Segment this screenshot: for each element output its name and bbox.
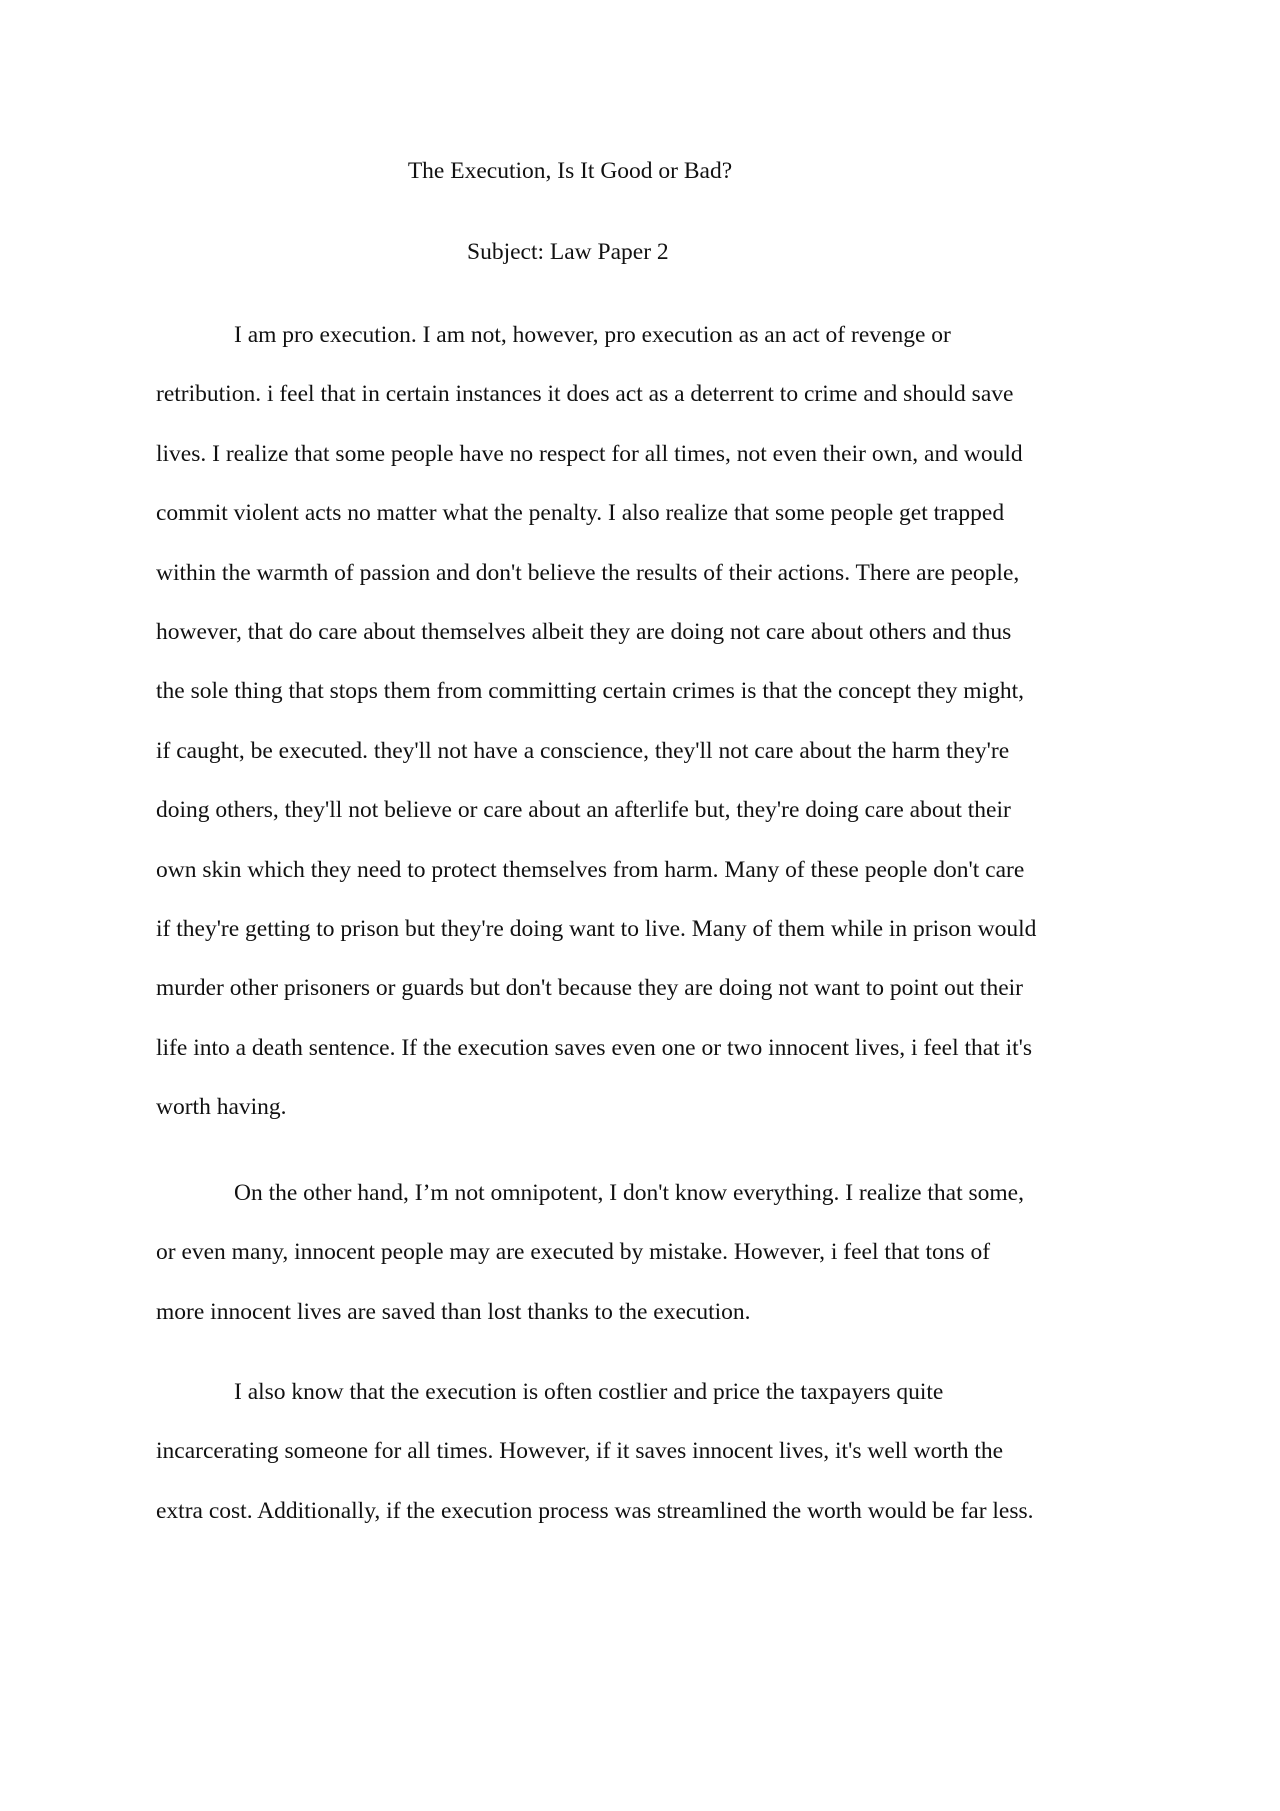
paragraph-2 (156, 1178, 1140, 1356)
document-subject: Subject: Law Paper 2 (467, 239, 669, 265)
paragraph-line: within the warmth of passion and don't believe the results of their actions. There are people, (156, 559, 1020, 586)
paragraph-line: commit violent acts no matter what the penalty. I also realize that some people get trapped (156, 500, 1005, 527)
paragraph-line: extra cost. Additionally, if the execution process was streamlined the worth would be far less. (156, 1497, 1034, 1524)
paragraph-1 (156, 320, 1140, 1151)
paragraph-line: doing others, they'll not believe or care about an afterlife but, they're doing care about their (156, 797, 1011, 824)
paragraph-line: On the other hand, I’m not omnipotent, I don't know everything. I realize that some, (234, 1180, 1024, 1206)
paragraph-line: or even many, innocent people may are executed by mistake. However, i feel that tons of (156, 1239, 991, 1266)
paragraph-line: if they're getting to prison but they're doing want to live. Many of them while in prison would (156, 915, 1037, 942)
paragraph-line: I also know that the execution is often costlier and price the taxpayers quite (234, 1379, 944, 1405)
paragraph-line: more innocent lives are saved than lost thanks to the execution. (156, 1298, 751, 1325)
paragraph-line: worth having. (156, 1094, 287, 1121)
paragraph-3 (156, 1377, 1140, 1555)
document-title: The Execution, Is It Good or Bad? (407, 158, 733, 184)
paragraph-line: life into a death sentence. If the execution saves even one or two innocent lives, i feel that it's (156, 1034, 1033, 1061)
paragraph-line: lives. I realize that some people have no respect for all times, not even their own, and would (156, 440, 1023, 467)
paragraph-line: however, that do care about themselves albeit they are doing not care about others and thus (156, 618, 1012, 645)
paragraph-line: own skin which they need to protect themselves from harm. Many of these people don't care (156, 856, 1025, 883)
paragraph-line: murder other prisoners or guards but don't because they are doing not want to point out their (156, 975, 1023, 1002)
paragraph-line: if caught, be executed. they'll not have a conscience, they'll not care about the harm they're (156, 737, 1010, 764)
paragraph-line: I am pro execution. I am not, however, pro execution as an act of revenge or (234, 322, 951, 348)
paragraph-line: incarcerating someone for all times. However, if it saves innocent lives, it's well worth the (156, 1438, 1004, 1465)
paragraph-line: the sole thing that stops them from committing certain crimes is that the concept they might, (156, 678, 1025, 705)
paragraph-line: retribution. i feel that in certain instances it does act as a deterrent to crime and should save (156, 381, 1014, 408)
